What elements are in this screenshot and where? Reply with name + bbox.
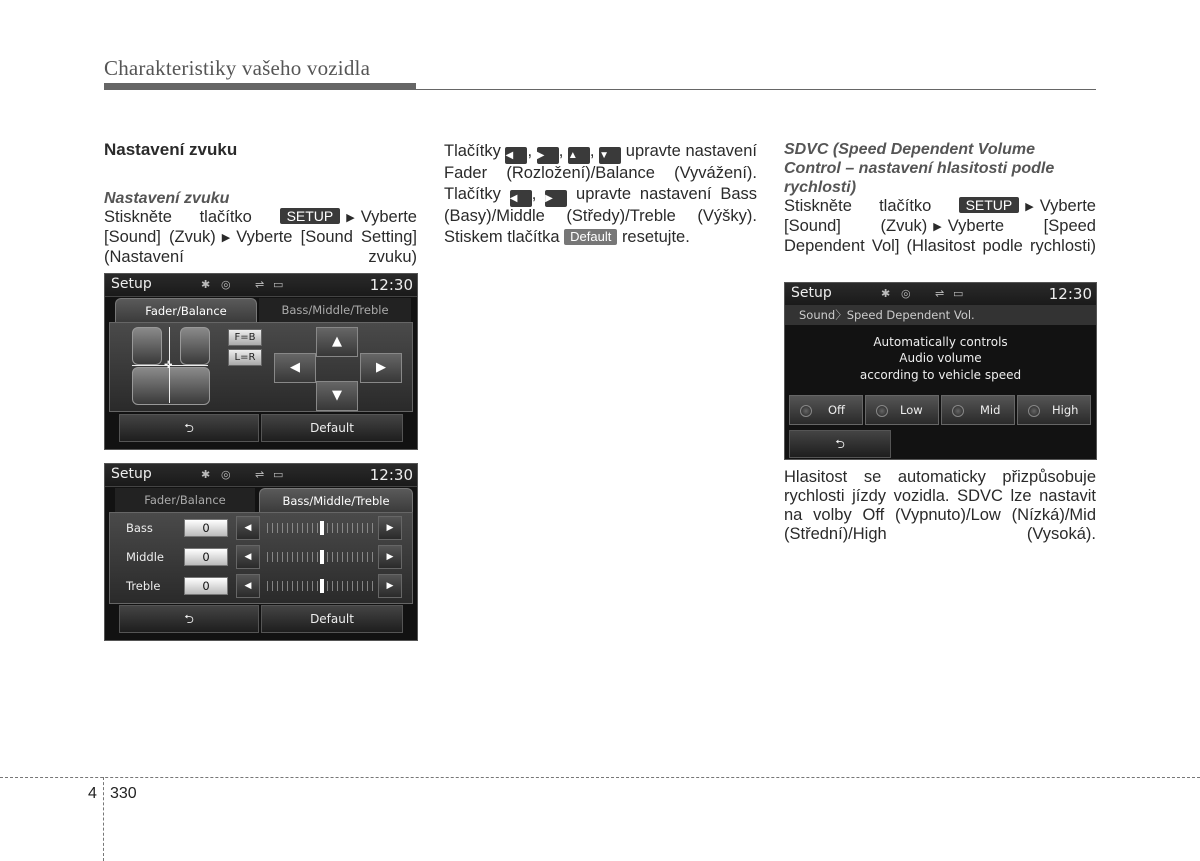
column-1 — [104, 140, 417, 267]
option-high[interactable] — [1017, 395, 1091, 425]
text: upravte nastavení Fader (Rozložení)/Balance (Vyvážení). — [444, 142, 757, 182]
screen-fader-balance — [104, 273, 418, 450]
radio-icon — [876, 405, 888, 417]
default-button-chip: Default — [564, 229, 617, 245]
bottom-bar — [119, 605, 403, 633]
bass-value: 0 — [184, 519, 228, 537]
down-key-icon: ▼ — [599, 147, 621, 164]
sdvc-description: Hlasitost se automaticky přizpůsobuje rychlosti jízdy vozidla. SDVC lze nastavit na volby Off (Vypnuto)/Low (Nízká)/Mid (Střední)/High (Vysoká). — [784, 468, 1096, 543]
setup-button-chip: SETUP — [959, 197, 1020, 213]
text: Stiskem tlačítka — [444, 228, 560, 246]
footer-divider — [103, 777, 104, 861]
option-mid[interactable] — [941, 395, 1015, 425]
option-low[interactable] — [865, 395, 939, 425]
subheading: Nastavení zvuku — [104, 190, 230, 207]
seat-front-left — [132, 327, 162, 365]
message-line-3: according to vehicle speed — [859, 368, 1022, 382]
eq-panel — [109, 512, 413, 604]
usb-icon: ⇌ — [255, 278, 265, 291]
instruction-text — [104, 208, 417, 267]
default-button[interactable]: Default — [261, 414, 403, 442]
breadcrumb: Sound〉Speed Dependent Vol. — [785, 305, 1096, 325]
screen-bass-middle-treble — [104, 463, 418, 641]
text: Stiskněte tlačítko — [784, 197, 932, 215]
text: Tlačítky — [444, 142, 501, 160]
bass-slider-knob[interactable] — [320, 521, 324, 535]
back-button[interactable] — [119, 414, 259, 442]
default-button[interactable]: Default — [261, 605, 403, 633]
fader-panel — [109, 322, 413, 412]
up-arrow-button[interactable]: ▲ — [316, 327, 358, 357]
section-number: 4 — [88, 785, 97, 802]
tab-strip — [109, 298, 413, 322]
bluetooth-icon: ✱ — [201, 468, 211, 481]
screen-title: Setup — [791, 285, 832, 301]
seat-rear — [132, 367, 210, 405]
disc-icon: ◎ — [901, 287, 911, 300]
battery-icon: ▭ — [273, 468, 284, 481]
header-rule — [416, 89, 1096, 90]
tab-fader-balance[interactable]: Fader/Balance — [115, 488, 255, 512]
down-arrow-button[interactable]: ▼ — [316, 381, 358, 411]
text: Tlačítky — [444, 185, 501, 203]
sdvc-subheading: SDVC (Speed Dependent Volume Control – nastavení hlasitosti podle rychlosti) — [784, 141, 1055, 196]
text: Vyberte [Sound] (Zvuk) — [104, 208, 417, 246]
text: Vyberte [Sound] (Zvuk) — [784, 197, 1096, 235]
bass-middle-treble-instruction: Tlačítky ◀ , ▶ upravte nastavení Bass (Basy)/Middle (Středy)/Treble (Výšky). — [444, 185, 757, 225]
middle-value: 0 — [184, 548, 228, 566]
status-bar — [105, 274, 417, 297]
right-arrow-button[interactable]: ▶ — [360, 353, 402, 383]
treble-decrease-button[interactable]: ◀ — [236, 574, 260, 598]
status-bar — [785, 283, 1096, 306]
arrow-right-icon: ▶ — [346, 212, 355, 224]
middle-decrease-button[interactable]: ◀ — [236, 545, 260, 569]
radio-icon — [952, 405, 964, 417]
tab-bass-middle-treble[interactable]: Bass/Middle/Treble — [259, 488, 413, 513]
back-icon: ⮌ — [835, 437, 845, 451]
arrow-right-icon: ▶ — [933, 221, 942, 233]
left-key-icon: ◀ — [510, 190, 532, 207]
radio-icon — [1028, 405, 1040, 417]
bluetooth-icon: ✱ — [881, 287, 891, 300]
text: upravte nastavení Bass (Basy)/Middle (Středy)/Treble (Výšky). — [444, 185, 757, 225]
option-label: Low — [900, 403, 923, 417]
radio-icon — [800, 405, 812, 417]
left-key-icon: ◀ — [505, 147, 527, 164]
section-heading: Nastavení zvuku — [104, 140, 238, 159]
screen-title: Setup — [111, 276, 152, 292]
text: Vyberte [Sound Setting] (Nastavení zvuku) — [104, 228, 417, 266]
back-icon: ⮌ — [184, 612, 194, 626]
status-bar — [105, 464, 417, 487]
fader-balance-instruction: Tlačítky ◀ , ▶ , ▲ , ▼ upravte nastavení Fader (Rozložení)/Balance (Vyvážení). — [444, 142, 757, 182]
bass-decrease-button[interactable]: ◀ — [236, 516, 260, 540]
screen-title: Setup — [111, 466, 152, 482]
right-key-icon: ▶ — [545, 190, 567, 207]
sdvc-options — [789, 395, 1092, 425]
right-key-icon: ▶ — [537, 147, 559, 164]
screen-sdvc — [784, 282, 1097, 460]
option-label: Off — [828, 403, 845, 417]
bass-label: Bass — [126, 521, 153, 535]
disc-icon: ◎ — [221, 468, 231, 481]
arrow-right-icon: ▶ — [1025, 201, 1034, 213]
battery-icon: ▭ — [953, 287, 964, 300]
tab-strip — [109, 488, 413, 512]
page-header-title: Charakteristiky vašeho vozidla — [104, 56, 371, 80]
sdvc-instruction — [784, 197, 1096, 256]
back-button[interactable] — [119, 605, 259, 633]
treble-slider-knob[interactable] — [320, 579, 324, 593]
setup-button-chip: SETUP — [280, 208, 341, 224]
text: Stiskněte tlačítko — [104, 208, 252, 226]
default-instruction — [444, 228, 757, 247]
middle-label: Middle — [126, 550, 164, 564]
treble-increase-button[interactable]: ▶ — [378, 574, 402, 598]
tab-bass-middle-treble[interactable]: Bass/Middle/Treble — [259, 298, 411, 322]
battery-icon: ▭ — [273, 278, 284, 291]
clock: 12:30 — [1048, 285, 1092, 303]
text: Vyberte [Speed Dependent Vol] (Hlasitost podle rychlosti) — [784, 217, 1096, 255]
clock: 12:30 — [369, 466, 413, 484]
disc-icon: ◎ — [221, 278, 231, 291]
up-key-icon: ▲ — [568, 147, 590, 164]
option-off[interactable] — [789, 395, 863, 425]
text: resetujte. — [621, 228, 690, 246]
bottom-bar — [119, 414, 403, 442]
middle-slider-knob[interactable] — [320, 550, 324, 564]
tab-fader-balance[interactable]: Fader/Balance — [115, 298, 257, 323]
column-3 — [784, 140, 1096, 256]
usb-icon: ⇌ — [935, 287, 945, 300]
footer-rule — [0, 777, 1200, 778]
fader-value-label: F=B — [228, 329, 262, 346]
option-label: High — [1052, 403, 1079, 417]
column-2 — [444, 142, 757, 247]
treble-label: Treble — [126, 579, 161, 593]
balance-value-label: L=R — [228, 349, 262, 366]
bass-increase-button[interactable]: ▶ — [378, 516, 402, 540]
message-line-2: Audio volume — [899, 351, 982, 365]
back-icon: ⮌ — [184, 421, 194, 435]
back-button[interactable] — [789, 430, 891, 458]
usb-icon: ⇌ — [255, 468, 265, 481]
option-label: Mid — [980, 403, 1001, 417]
middle-increase-button[interactable]: ▶ — [378, 545, 402, 569]
header-bar — [104, 83, 416, 90]
bluetooth-icon: ✱ — [201, 278, 211, 291]
treble-value: 0 — [184, 577, 228, 595]
message-line-1: Automatically controls — [873, 335, 1008, 349]
left-arrow-button[interactable]: ◀ — [274, 353, 316, 383]
arrow-right-icon: ▶ — [221, 232, 231, 244]
seat-front-right — [180, 327, 210, 365]
clock: 12:30 — [369, 276, 413, 294]
page-number: 330 — [110, 785, 137, 802]
crosshair-icon[interactable]: ✛ — [164, 360, 173, 371]
